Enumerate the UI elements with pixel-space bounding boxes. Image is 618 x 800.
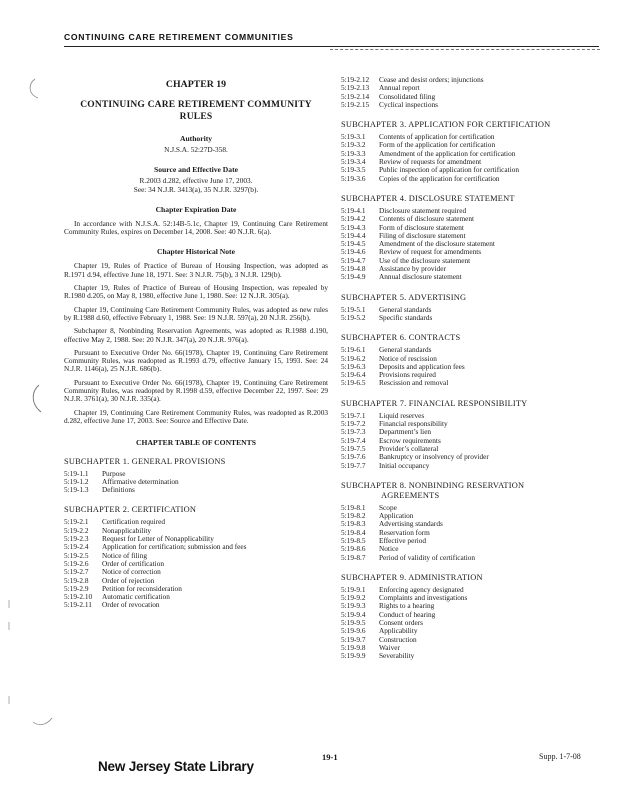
section-number: 5:19-2.7 (64, 567, 89, 577)
section-title: Assistance by provider (379, 264, 446, 274)
section-number: 5:19-4.6 (341, 247, 366, 257)
section-number: 5:19-7.4 (341, 435, 366, 445)
section-title: Financial responsibility (379, 419, 448, 429)
section-number: 5:19-9.1 (341, 584, 366, 594)
section-title: Complaints and investigations (379, 593, 468, 603)
section-number: 5:19-8.1 (341, 502, 366, 512)
subchapter-2-heading: SUBCHAPTER 2. CERTIFICATION (64, 505, 197, 515)
section-title: Definitions (102, 485, 135, 495)
section-number: 5:19-4.8 (341, 264, 366, 274)
section-title: Affirmative determination (102, 476, 179, 486)
section-number: 5:19-9.3 (341, 601, 366, 611)
section-number: 5:19-7.5 (341, 443, 366, 453)
section-title: Review of requests for amendment (379, 157, 482, 167)
section-title: Application (379, 511, 414, 521)
section-title: Initial occupancy (379, 460, 430, 470)
toc-heading: CHAPTER TABLE OF CONTENTS (136, 438, 256, 448)
section-title: Applicability (379, 626, 418, 636)
section-number: 5:19-4.9 (341, 272, 366, 282)
section-number: 5:19-8.7 (341, 552, 366, 562)
chapter-title-line1: CONTINUING CARE RETIREMENT COMMUNITY (80, 100, 312, 110)
toc-entry (341, 554, 603, 562)
subchapter-9-heading: SUBCHAPTER 9. ADMINISTRATION (341, 572, 483, 582)
section-title: Reservation form (379, 527, 430, 537)
section-title: Severability (379, 651, 415, 661)
section-number: 5:19-4.4 (341, 230, 366, 240)
supplement-date: Supp. 1-7-08 (539, 752, 581, 761)
section-title: Advertising standards (379, 519, 443, 529)
history-heading: Chapter Historical Note (157, 247, 235, 257)
section-number: 5:19-8.4 (341, 527, 366, 537)
subchapter-1-heading: SUBCHAPTER 1. GENERAL PROVISIONS (64, 456, 226, 466)
section-number: 5:19-2.15 (341, 99, 370, 109)
section-title: Consolidated filing (379, 91, 436, 101)
subchapter-4-heading: SUBCHAPTER 4. DISCLOSURE STATEMENT (341, 193, 515, 203)
section-title: Period of validity of certification (379, 552, 476, 562)
history-paragraph: Chapter 19, Rules of Practice of Bureau of Housing Inspection, was repealed by R.1980 d.205, on May 8, 1980, effective June 1, 1980. See: 12 N.J.R. 305(a). (64, 283, 328, 301)
subchapter-7-heading: SUBCHAPTER 7. FINANCIAL RESPONSIBILITY (341, 398, 528, 408)
section-title: Cyclical inspections (379, 99, 438, 109)
toc-entry (64, 601, 328, 609)
section-title: Notice of filing (102, 550, 147, 560)
margin-mark-middle (28, 384, 46, 414)
section-number: 5:19-3.2 (341, 140, 366, 150)
section-title: Construction (379, 634, 417, 644)
section-title: Scope (379, 502, 397, 512)
section-number: 5:19-9.5 (341, 618, 366, 628)
section-title: Form of the application for certification (379, 140, 496, 150)
history-paragraph: Chapter 19, Continuing Care Retirement Community Rules, was adopted as new rules by R.1988 d.60, effective February 1, 1988. See: 19 N.J.R. 597(a), 20 N.J.R. 256(b). (64, 304, 328, 322)
history-paragraph: Chapter 19, Rules of Practice of Bureau of Housing Inspection, was adopted as R.1971 d.94, effective June 18, 1971. See: 3 N.J.R. 75(b), 3 N.J.R. 129(b). (64, 261, 328, 279)
history-paragraph: Pursuant to Executive Order No. 66(1978), Chapter 19, Continuing Care Retirement Community Rules, was readopted as R.1993 d.79, effective January 15, 1993. See: 24 N.J.R. 1146(a), 25 N.J.R. 686(b). (64, 347, 328, 374)
section-number: 5:19-2.13 (341, 83, 370, 93)
section-number: 5:19-8.6 (341, 544, 366, 554)
section-title: General standards (379, 345, 432, 355)
section-title: Contents of disclosure statement (379, 214, 475, 224)
section-number: 5:19-1.2 (64, 476, 89, 486)
section-title: Certification required (102, 517, 166, 527)
chapter-label: CHAPTER 19 (165, 79, 227, 90)
section-title: Waiver (379, 642, 400, 652)
margin-mark-bottom (32, 716, 54, 728)
section-title: Disclosure statement required (379, 205, 467, 215)
section-number: 5:19-5.2 (341, 312, 366, 322)
running-head: CONTINUING CARE RETIREMENT COMMUNITIES (64, 32, 294, 42)
section-title: Copies of the application for certification (379, 173, 500, 183)
history-paragraph: Subchapter 8, Nonbinding Reservation Agreements, was adopted as R.1988 d.190, effective May 2, 1988. See: 20 N.J.R. 347(a), 20 N.J.R. 976(a). (64, 326, 328, 344)
section-number: 5:19-7.6 (341, 452, 366, 462)
margin-ticks (6, 600, 12, 720)
subchapter-8-heading (341, 481, 603, 501)
section-title: Department’s lien (379, 427, 432, 437)
source-line2: See: 34 N.J.R. 3413(a), 35 N.J.R. 3297(b). (133, 184, 259, 194)
section-number: 5:19-2.8 (64, 575, 89, 585)
section-number: 5:19-9.8 (341, 642, 366, 652)
section-title: Liquid reserves (379, 410, 425, 420)
expiration-text: In accordance with N.J.S.A. 52:14B-5.1c, Chapter 19, Continuing Care Retirement Community Rules, expires on December 14, 2008. See: 40 N.J.R. 6(a). (64, 218, 328, 237)
section-number: 5:19-6.5 (341, 378, 366, 388)
section-title: Form of disclosure statement (379, 222, 464, 232)
section-title: Notice of correction (102, 567, 161, 577)
authority-text: N.J.S.A. 52:27D-358. (164, 145, 228, 154)
section-title: Amendment of the application for certification (379, 148, 516, 158)
authority-heading: Authority (179, 134, 213, 143)
section-number: 5:19-8.2 (341, 511, 366, 521)
section-title: Enforcing agency designated (379, 584, 464, 594)
section-title: Provider’s collateral (379, 443, 439, 453)
section-number: 5:19-7.1 (341, 410, 366, 420)
section-title: Order of revocation (102, 600, 160, 610)
section-title: Petition for reconsideration (102, 583, 182, 593)
subchapter-5-heading: SUBCHAPTER 5. ADVERTISING (341, 292, 467, 302)
toc-entry (341, 652, 603, 660)
section-title: Rescission and removal (379, 378, 449, 388)
section-number: 5:19-3.3 (341, 148, 366, 158)
header-rule (64, 46, 599, 47)
section-title: Provisions required (379, 370, 436, 380)
toc-entry (341, 314, 603, 322)
toc-entry (341, 273, 603, 281)
subchapter-8-title-cont: AGREEMENTS (381, 490, 440, 500)
section-title: Escrow requirements (379, 435, 441, 445)
chapter-title (64, 100, 328, 123)
section-number: 5:19-3.6 (341, 173, 366, 183)
section-title: Nonapplicability (102, 525, 152, 535)
section-number: 5:19-6.3 (341, 361, 366, 371)
expiration-heading: Chapter Expiration Date (155, 204, 237, 214)
section-number: 5:19-6.1 (341, 345, 366, 355)
section-title: Automatic certification (102, 592, 170, 602)
section-title: Annual disclosure statement (379, 272, 462, 282)
section-number: 5:19-9.4 (341, 609, 366, 619)
section-title: Consent orders (379, 618, 423, 628)
section-title: Deposits and application fees (379, 361, 465, 371)
section-title: Amendment of the disclosure statement (379, 239, 495, 249)
toc-entry (341, 175, 603, 183)
section-number: 5:19-6.4 (341, 370, 366, 380)
section-number: 5:19-2.10 (64, 592, 93, 602)
subchapter-6-heading: SUBCHAPTER 6. CONTRACTS (341, 333, 461, 343)
subchapter-8-title: SUBCHAPTER 8. NONBINDING RESERVATION (341, 480, 525, 490)
section-title: Conduct of hearing (379, 609, 436, 619)
section-number: 5:19-1.3 (64, 485, 89, 495)
section-title: Contents of application for certification (379, 132, 495, 142)
section-number: 5:19-2.9 (64, 583, 89, 593)
section-title: Effective period (379, 535, 427, 545)
section-number: 5:19-9.6 (341, 626, 366, 636)
section-number: 5:19-2.6 (64, 558, 89, 568)
section-title: Use of the disclosure statement (379, 255, 471, 265)
section-title: Rights to a hearing (379, 601, 435, 611)
header-rule-dashed (330, 49, 600, 50)
subchapter-3-heading: SUBCHAPTER 3. APPLICATION FOR CERTIFICATION (341, 120, 551, 130)
section-number: 5:19-8.5 (341, 535, 366, 545)
section-title: Cease and desist orders; injunctions (379, 75, 484, 84)
section-number: 5:19-4.7 (341, 255, 366, 265)
section-number: 5:19-2.14 (341, 91, 370, 101)
left-column (64, 76, 328, 610)
section-title: Public inspection of application for certification (379, 165, 520, 175)
section-number: 5:19-4.3 (341, 222, 366, 232)
section-number: 5:19-5.1 (341, 304, 366, 314)
section-number: 5:19-1.1 (64, 468, 89, 478)
margin-mark-top (26, 78, 44, 100)
history-paragraph: Chapter 19, Continuing Care Retirement Community Rules, was readopted as R.2003 d.282, effective June 17, 2003. See: Source and Effective Date. (64, 407, 328, 425)
section-number: 5:19-9.2 (341, 593, 366, 603)
section-title: Filing of disclosure statement (379, 230, 466, 240)
toc-entry (341, 379, 603, 387)
section-number: 5:19-2.1 (64, 517, 89, 527)
section-number: 5:19-7.2 (341, 419, 366, 429)
source-line1: R.2003 d.282, effective June 17, 2003. (139, 176, 253, 186)
toc-entry (64, 486, 328, 494)
library-stamp: New Jersey State Library (98, 759, 254, 774)
page-number: 19-1 (322, 752, 338, 762)
section-number: 5:19-9.9 (341, 651, 366, 661)
right-column (341, 76, 603, 661)
source-heading: Source and Effective Date (153, 165, 238, 175)
section-title: Order of rejection (102, 575, 155, 585)
section-number: 5:19-6.2 (341, 353, 366, 363)
section-number: 5:19-2.12 (341, 75, 370, 84)
section-title: Notice (379, 544, 399, 554)
toc-entry (341, 462, 603, 470)
section-number: 5:19-2.2 (64, 525, 89, 535)
section-number: 5:19-4.5 (341, 239, 366, 249)
section-number: 5:19-8.3 (341, 519, 366, 529)
section-title: General standards (379, 304, 432, 314)
section-number: 5:19-7.3 (341, 427, 366, 437)
section-number: 5:19-7.7 (341, 460, 366, 470)
history-paragraph: Pursuant to Executive Order No. 66(1978), Chapter 19, Continuing Care Retirement Community Rules, was readopted by R.1998 d.59, effective December 22, 1997. See: 29 N.J.R. 3761(a), 30 N.J.R. 335(a). (64, 377, 328, 404)
section-number: 5:19-2.3 (64, 534, 89, 544)
section-title: Notice of rescission (379, 353, 437, 363)
section-number: 5:19-2.4 (64, 542, 89, 552)
section-number: 5:19-2.5 (64, 550, 89, 560)
section-number: 5:19-3.4 (341, 157, 366, 167)
section-title: Annual report (379, 83, 420, 93)
section-title: Specific standards (379, 312, 433, 322)
section-number: 5:19-4.1 (341, 205, 366, 215)
section-number: 5:19-4.2 (341, 214, 366, 224)
section-title: Purpose (102, 468, 126, 478)
section-number: 5:19-9.7 (341, 634, 366, 644)
section-number: 5:19-3.5 (341, 165, 366, 175)
section-number: 5:19-3.1 (341, 132, 366, 142)
chapter-title-line2: RULES (179, 111, 213, 122)
section-title: Request for Letter of Nonapplicability (102, 534, 214, 544)
section-title: Review of request for amendments (379, 247, 482, 257)
section-title: Application for certification; submission and fees (102, 542, 247, 552)
section-title: Order of certification (102, 558, 164, 568)
section-number: 5:19-2.11 (64, 600, 92, 610)
toc-entry (341, 101, 603, 109)
section-title: Bankruptcy or insolvency of provider (379, 452, 489, 462)
